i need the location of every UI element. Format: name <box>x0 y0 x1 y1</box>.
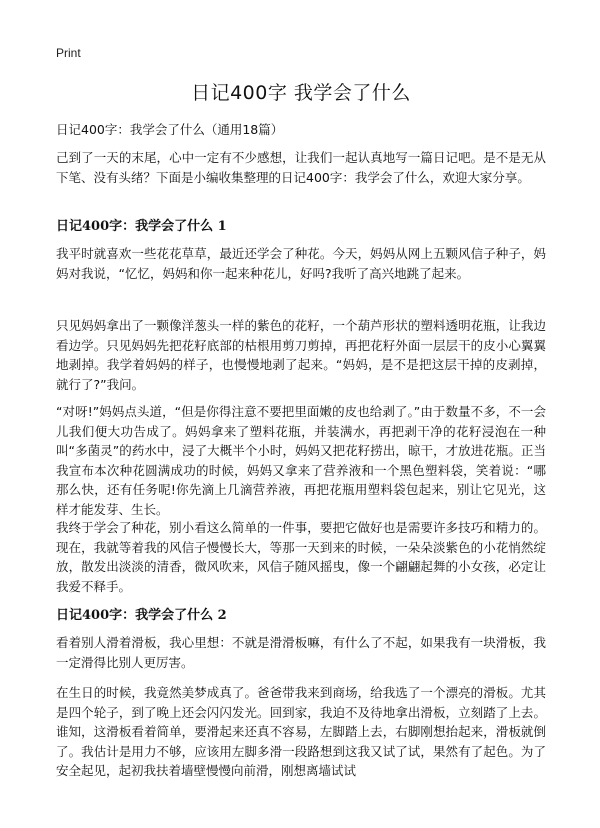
section-heading-1: 日记400字：我学会了什么 1 <box>56 219 227 234</box>
section-1-paragraph-3: “对呀!”妈妈点头道，“但是你得注意不要把里面嫩的皮也给剥了。”由于数量不多，不一会儿我们便大功告成了。妈妈拿来了塑料花瓶，并装满水，再把剥干净的花籽浸泡在一种叫“多菌灵”的药水中，浸了大概半个小时，妈妈又把花籽捞出，晾干，才放进花瓶。正当我宣布本次种花圆满成功的时候，妈妈又拿来了营养液和一个黑色塑料袋，笑着说：“哪那么快，还有任务呢!你先滴上几滴营养液，再把花瓶用塑料袋包起来，别让它见光，这样才能发芽、生长。 <box>56 404 546 517</box>
section-2-paragraph-1: 看着别人滑着滑板，我心里想：不就是滑滑板嘛，有什么了不起，如果我有一块滑板，我一定滑得比别人更厉害。 <box>56 635 546 670</box>
section-1-paragraph-1: 我平时就喜欢一些花花草草，最近还学会了种花。今天，妈妈从网上五颗风信子种子，妈妈对我说，“忆忆，妈妈和你一起来种花儿，好吗?我听了高兴地跳了起来。 <box>56 246 546 281</box>
print-link[interactable]: Print <box>56 46 81 60</box>
section-1-paragraph-4: 我终于学会了种花，别小看这么简单的一件事，要把它做好也是需要许多技巧和精力的。现在，我就等着我的风信子慢慢长大，等那一天到来的时候，一朵朵淡紫色的小花悄然绽放，散发出淡淡的清香，微风吹来，风信子随风摇曳，像一个翩翩起舞的小女孩，必定让我爱不释手。 <box>56 520 546 594</box>
section-1-paragraph-2: 只见妈妈拿出了一颗像洋葱头一样的紫色的花籽，一个葫芦形状的塑料透明花瓶，让我边看边学。只见妈妈先把花籽底部的枯根用剪刀剪掉，再把花籽外面一层层干的皮小心翼翼地剥掉。我学着妈妈的样子，也慢慢地剥了起来。“妈妈，是不是把这层干掉的皮剥掉，就行了?”我问。 <box>56 318 546 392</box>
document-subtitle: 日记400字：我学会了什么（通用18篇） <box>56 122 284 137</box>
section-heading-2: 日记400字：我学会了什么 2 <box>56 608 227 623</box>
intro-paragraph: 己到了一天的末尾，心中一定有不少感想，让我们一起认真地写一篇日记吧。是不是无从下笔、没有头绪？下面是小编收集整理的日记400字：我学会了什么，欢迎大家分享。 <box>56 150 546 185</box>
section-2-paragraph-2: 在生日的时候，我竟然美梦成真了。爸爸带我来到商场，给我选了一个漂亮的滑板。尤其是四个轮子，到了晚上还会闪闪发光。回到家，我迫不及待地拿出滑板，立刻踏了上去。谁知，这滑板看着简单，要滑起来还真不容易，左脚踏上去，右脚刚想抬起来，滑板就倒了。我估计是用力不够，应该用左脚多滑一段路想到这我又试了试，果然有了起色。为了安全起见，起初我扶着墙壁慢慢向前滑，刚想离墙试试 <box>56 685 546 778</box>
page-title: 日记400字 我学会了什么 <box>191 82 411 104</box>
